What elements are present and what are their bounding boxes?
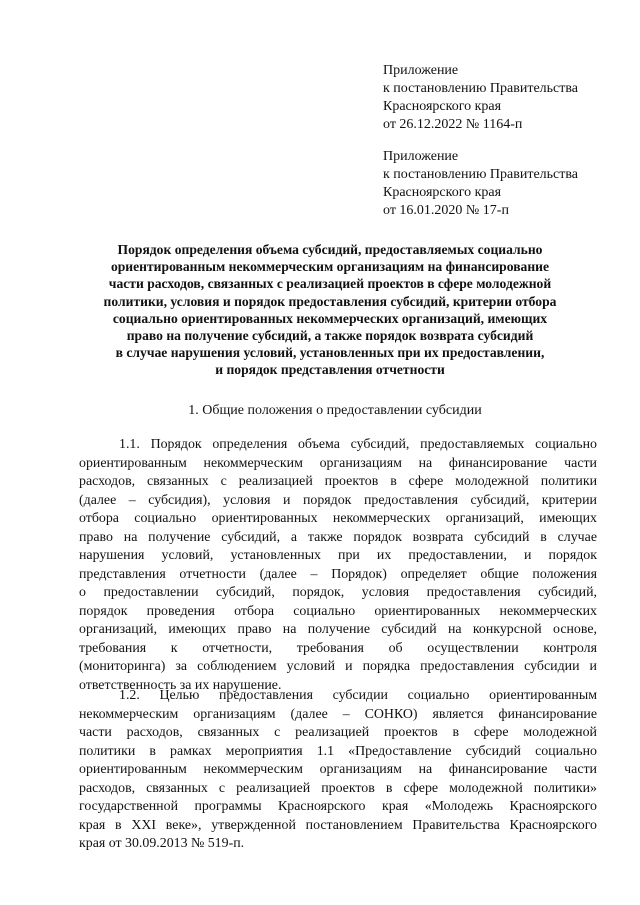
appendix-note-1-line: Красноярского края <box>383 99 502 114</box>
paragraph-line: организаций, имеющих право на получение субсидий на конкурсной основе, <box>79 622 597 637</box>
appendix-note-2-line: от 16.01.2020 № 17-п <box>383 203 509 218</box>
title-line: социально ориентированных некоммерческих организаций, имеющих <box>112 310 548 326</box>
appendix-note-1-line: к постановлению Правительства <box>383 81 579 96</box>
appendix-note-2-line: Красноярского края <box>383 185 502 200</box>
paragraph-line: расходов, связанных с реализацией проектов в сфере молодежной политики» <box>79 780 597 796</box>
paragraph-line: расходов, связанных с реализацией проектов в сфере молодежной политики <box>79 474 597 489</box>
paragraph-line: края от 30.09.2013 № 519-п. <box>79 836 245 851</box>
paragraph-line: 1.2. Целью предоставления субсидии социально ориентированным <box>119 688 597 703</box>
paragraph-line: некоммерческим организациям (далее – СОНКО) является финансирование <box>79 706 597 722</box>
paragraph-line: требования к отчетности, требования об осуществлении контроля <box>79 640 597 656</box>
document-title <box>60 241 600 379</box>
appendix-note-2 <box>383 148 633 220</box>
title-line: ориентированным некоммерческим организациям на финансирование <box>110 259 550 275</box>
paragraph-line: ответственность за их нарушение. <box>79 677 282 693</box>
paragraph-line: 1.1. Порядок определения объема субсидий, предоставляемых социально <box>119 437 597 452</box>
paragraph-1-1 <box>79 436 597 695</box>
title-line: политики, условия и порядок предоставления субсидий, критерии отбора <box>103 293 557 309</box>
paragraph-line: ориентированным некоммерческим организациям на финансирование части <box>79 762 597 777</box>
paragraph-line: о предоставлении субсидий, порядок, условия предоставления субсидий, <box>79 585 597 600</box>
paragraph-line: ориентированным некоммерческим организациям на финансирование части <box>79 455 597 471</box>
paragraph-line: отбора социально ориентированных некоммерческих организаций, имеющих <box>79 511 597 526</box>
appendix-note-1-line: Приложение <box>383 63 459 78</box>
title-line: в случае нарушения условий, установленных при их предоставлении, <box>115 345 545 361</box>
paragraph-line: (мониторинга) за соблюдением условий и порядка предоставления субсидии и <box>79 659 597 674</box>
paragraph-line: (далее – субсидия), условия и порядок предоставления субсидий, критерии <box>79 492 597 508</box>
paragraph-line: политики в рамках мероприятия 1.1 «Предоставление субсидий социально <box>79 743 597 759</box>
paragraph-line: право на получение субсидий, а также порядок возврата субсидий в случае <box>79 529 597 545</box>
paragraph-line: части расходов, связанных с реализацией проектов в сфере молодежной <box>79 725 597 740</box>
paragraph-line: порядок проведения отбора социально ориентированных некоммерческих <box>79 603 597 619</box>
title-line: Порядок определения объема субсидий, предоставляемых социально <box>117 242 543 257</box>
appendix-note-1-line: от 26.12.2022 № 1164-п <box>383 117 523 132</box>
paragraph-line: государственной программы Красноярского края «Молодежь Красноярского <box>79 799 597 814</box>
title-line: право на получение субсидий, а также порядок возврата субсидий <box>126 328 534 344</box>
appendix-note-1 <box>383 62 633 134</box>
title-line: части расходов, связанных с реализацией проектов в сфере молодежной <box>108 276 552 292</box>
section-heading: 1. Общие положения о предоставлении субсидии <box>188 403 482 418</box>
title-line: и порядок представления отчетности <box>215 362 445 378</box>
paragraph-1-2 <box>79 687 597 854</box>
appendix-note-2-line: Приложение <box>383 149 459 164</box>
paragraph-line: края в XXI веке», утвержденной постановлением Правительства Красноярского <box>79 817 597 833</box>
appendix-note-2-line: к постановлению Правительства <box>383 167 579 182</box>
paragraph-line: представления отчетности (далее – Порядок) определяет общие положения <box>79 566 597 582</box>
paragraph-line: нарушения условий, установленных при их предоставлении, и порядок <box>79 548 597 563</box>
